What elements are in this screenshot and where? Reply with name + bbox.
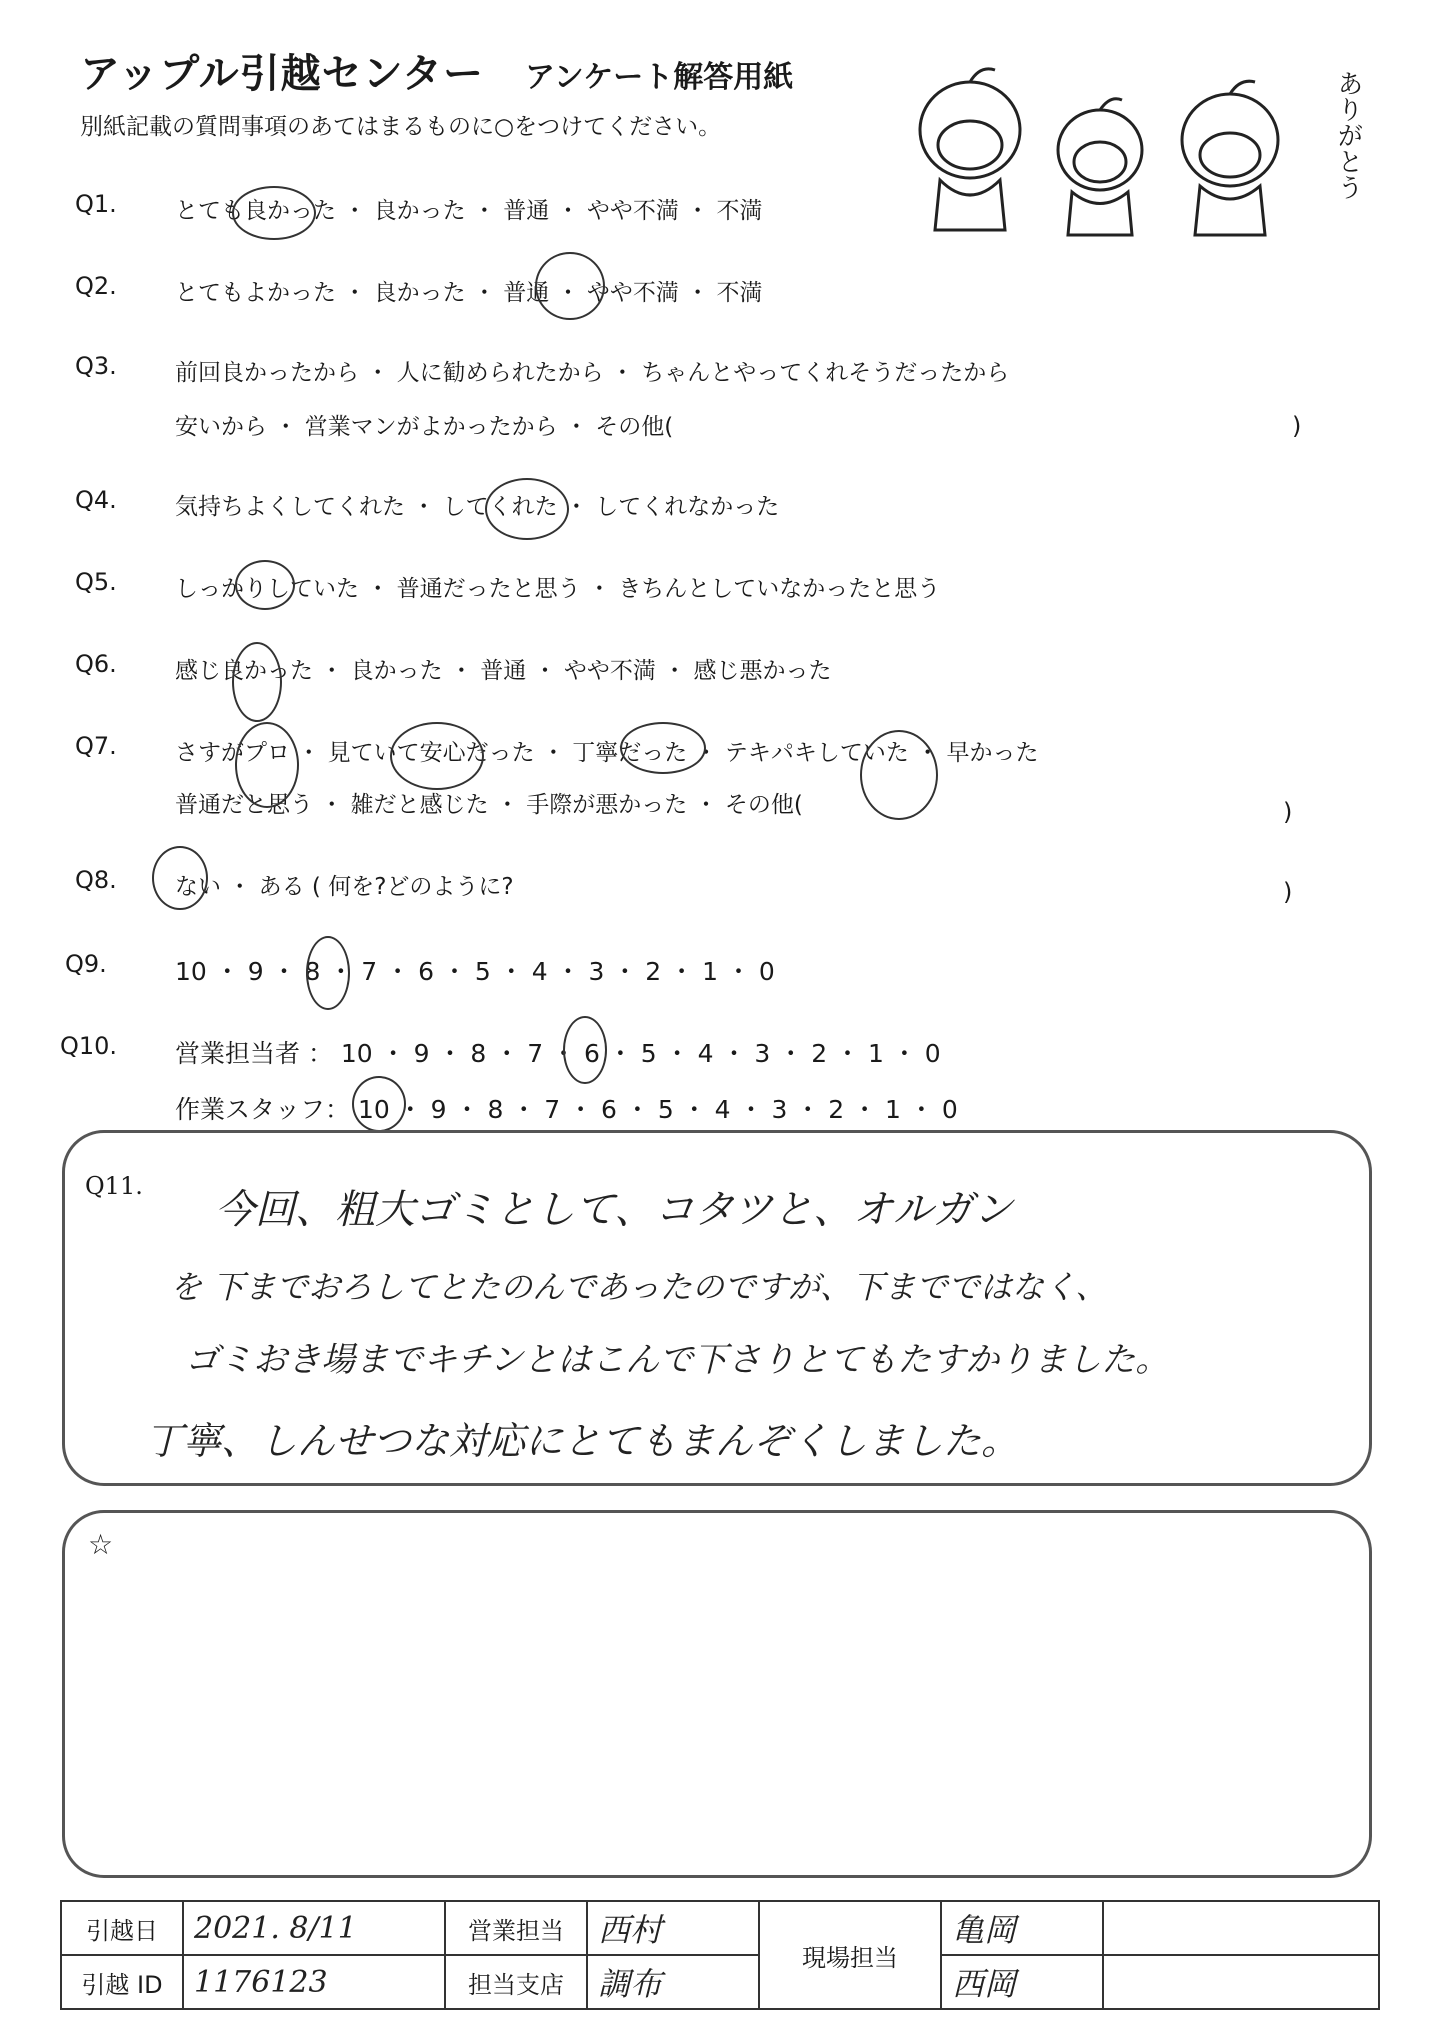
mark-q1 (232, 186, 316, 240)
q9-label: Q9. (65, 950, 107, 978)
q11-line-1: 今回、粗大ゴミとして、コタツと、オルガン (215, 1187, 1013, 1233)
q5-options[interactable]: しっかりしていた ・ 普通だったと思う ・ きちんとしていなかったと思う (175, 576, 941, 602)
branch-label: 担当支店 (445, 1955, 587, 2009)
mark-q7a (235, 722, 299, 808)
q3-label: Q3. (75, 352, 117, 380)
star-comment-box[interactable] (62, 1510, 1372, 1878)
site-staff-value-2[interactable]: 西岡 (941, 1955, 1103, 2009)
q4-options[interactable]: 気持ちよくしてくれた ・ してくれた ・ してくれなかった (175, 494, 780, 520)
mark-q7c (620, 722, 706, 774)
q2-options[interactable]: とてもよかった ・ 良かった ・ 普通 ・ やや不満 ・ 不満 (175, 280, 763, 306)
mascot-illustration (900, 60, 1363, 240)
mascot-left-icon (920, 69, 1020, 230)
q7-options-line1[interactable]: さすがプロ ・ 見ていて安心だった ・ 丁寧だった ・ テキパキしていた ・ 早かった (175, 740, 1039, 766)
mark-q10-sales (563, 1016, 607, 1084)
q3-close-paren: ) (1292, 412, 1302, 440)
q1-label: Q1. (75, 190, 117, 218)
q11-line-3: ゴミおき場までキチンとはこんで下さりとてもたすかりました。 (185, 1340, 1170, 1380)
q8-options[interactable]: ない ・ ある ( 何を?どのように? (175, 874, 514, 900)
q7-label: Q7. (75, 732, 117, 760)
q5-label: Q5. (75, 568, 117, 596)
mark-q4 (485, 478, 569, 540)
site-staff-label: 現場担当 (759, 1901, 941, 2009)
instructions: 別紙記載の質問事項のあてはまるものに○をつけてください。 (80, 114, 722, 140)
mark-q2 (535, 252, 605, 320)
mascot-right-icon (1182, 81, 1278, 235)
q3-options-line2[interactable]: 安いから ・ 営業マンがよかったから ・ その他( (175, 414, 674, 440)
move-id-value[interactable]: 1176123 (183, 1955, 445, 2009)
q10-staff-options[interactable]: 作業スタッフ： 10 ・ 9 ・ 8 ・ 7 ・ 6 ・ 5 ・ 4 ・ 3 ・ 2 ・ 1 ・ 0 (175, 1095, 958, 1124)
sales-rep-label: 営業担当 (445, 1901, 587, 1955)
q3-options-line1[interactable]: 前回良かったから ・ 人に勧められたから ・ ちゃんとやってくれそうだったから (175, 360, 1010, 386)
q11-label: Q11. (85, 1172, 143, 1200)
q7-close-paren: ) (1283, 798, 1293, 826)
mark-q7d (860, 730, 938, 820)
q11-line-4: 丁寧、しんせつな対応にとてもまんぞくしました。 (145, 1419, 1020, 1463)
site-staff-extra-2[interactable] (1103, 1955, 1379, 2009)
q10-label: Q10. (60, 1032, 118, 1060)
q6-label: Q6. (75, 650, 117, 678)
page-title: アップル引越センター (80, 51, 484, 97)
mascot-thanks-text: ありがとう (1333, 70, 1363, 200)
q8-label: Q8. (75, 866, 117, 894)
q6-options[interactable]: 感じ良かった ・ 良かった ・ 普通 ・ やや不満 ・ 感じ悪かった (175, 658, 832, 684)
mascot-middle-icon (1058, 99, 1142, 235)
mark-q10-staff (352, 1076, 406, 1132)
mark-q6 (232, 642, 282, 722)
mark-q8 (152, 846, 208, 910)
mark-q5 (235, 560, 295, 610)
q8-close-paren: ) (1283, 878, 1293, 906)
branch-value[interactable]: 調布 (587, 1955, 759, 2009)
mark-q9 (306, 936, 350, 1010)
page-subtitle: アンケート解答用紙 (525, 60, 794, 95)
move-date-label: 引越日 (61, 1901, 183, 1955)
move-date-value[interactable]: 2021. 8/11 (183, 1901, 445, 1955)
q1-options[interactable]: とても良かった ・ 良かった ・ 普通 ・ やや不満 ・ 不満 (175, 198, 763, 224)
q2-label: Q2. (75, 272, 117, 300)
move-id-label: 引越 ID (61, 1955, 183, 2009)
mark-q7b (390, 722, 484, 790)
q4-label: Q4. (75, 486, 117, 514)
info-table (60, 1900, 1380, 2010)
q11-line-2: を 下までおろしてとたのんであったのですが、下までではなく、 (170, 1268, 1108, 1306)
site-staff-extra-1[interactable] (1103, 1901, 1379, 1955)
q10-sales-options[interactable]: 営業担当者 ： 10 ・ 9 ・ 8 ・ 7 ・ 6 ・ 5 ・ 4 ・ 3 ・ 2 ・ 1 ・ 0 (175, 1039, 941, 1068)
q7-options-line2[interactable]: 普通だと思う ・ 雑だと感じた ・ 手際が悪かった ・ その他( (175, 792, 803, 818)
q9-options[interactable]: 10 ・ 9 ・ 8 ・ 7 ・ 6 ・ 5 ・ 4 ・ 3 ・ 2 ・ 1 ・ 0 (175, 957, 775, 986)
site-staff-value-1[interactable]: 亀岡 (941, 1901, 1103, 1955)
star-label: ☆ (88, 1528, 114, 1561)
sales-rep-value[interactable]: 西村 (587, 1901, 759, 1955)
